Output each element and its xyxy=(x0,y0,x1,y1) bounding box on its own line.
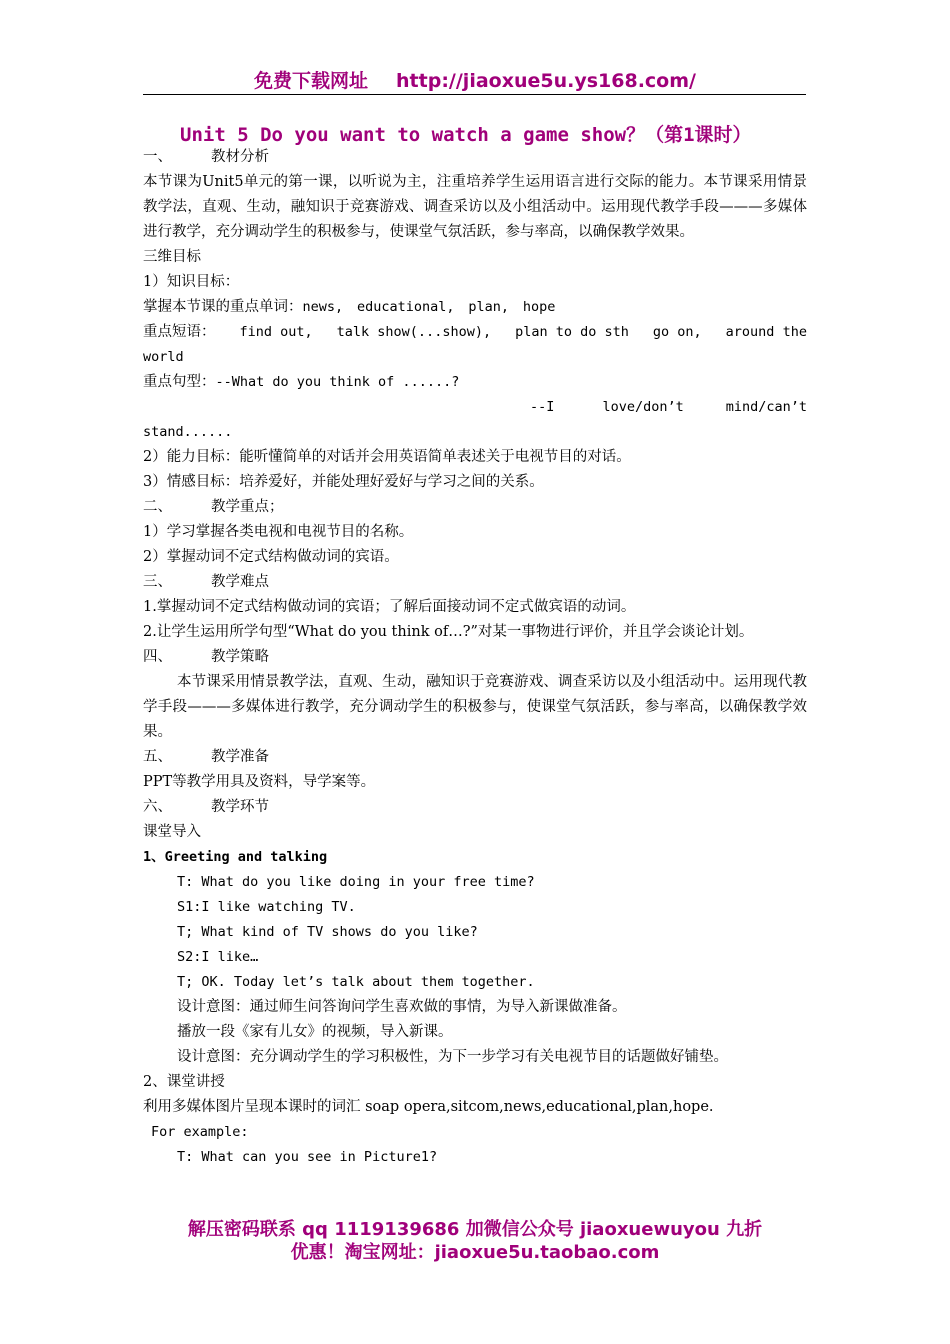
dialog-line: T; OK. Today let’s talk about them together. xyxy=(177,974,535,990)
footer-line: 解压密码联系 qq 1119139686 加微信公众号 jiaoxuewuyou 九折 xyxy=(187,1219,763,1240)
text-line: 2）能力目标：能听懂简单的对话并会用英语简单表述关于电视节目的对话。 xyxy=(143,449,631,465)
word-item: news, xyxy=(302,299,344,315)
section-heading xyxy=(143,570,807,595)
section-heading xyxy=(143,495,807,520)
header-label: 免费下载网址 xyxy=(254,70,369,92)
text-line: 1）知识目标： xyxy=(143,274,240,290)
section-number: 五、 xyxy=(143,749,172,765)
subheading: 三维目标 xyxy=(143,249,201,265)
text-line: PPT等教学用具及资料，导学案等。 xyxy=(143,774,376,790)
key-sentences-label: 重点句型： xyxy=(143,374,216,390)
text-line: For example: xyxy=(151,1124,249,1140)
section-label: 教学难点 xyxy=(211,574,269,590)
text-line: 3）情感目标：培养爱好，并能处理好爱好与学习之间的关系。 xyxy=(143,474,544,490)
text-line: 播放一段《家有儿女》的视频，导入新课。 xyxy=(177,1024,453,1040)
paragraph: 本节课为Unit5单元的第一课，以听说为主，注重培养学生运用语言进行交际的能力。本节课采用情景教学法，直观、生动，融知识于竞赛游戏、调查采访以及小组活动中。运用现代教学手段———多媒体进行教学，充分调动学生的积极参与，使课堂气氛活跃，参与率高，以确保教学效果。 xyxy=(143,174,807,240)
sentence-answer xyxy=(143,395,807,420)
design-note: 设计意图：充分调动学生的学习积极性，为下一步学习有关电视节目的话题做好铺垫。 xyxy=(177,1049,728,1065)
word-item: plan, xyxy=(468,299,509,315)
section-heading xyxy=(143,145,807,170)
key-phrases xyxy=(143,320,807,345)
section-number: 二、 xyxy=(143,499,172,515)
phrase-continuation: world xyxy=(143,349,184,365)
section-number: 三、 xyxy=(143,574,172,590)
phrase-item: find out, xyxy=(239,324,313,340)
header-rule xyxy=(143,94,806,95)
section-label: 教学策略 xyxy=(211,649,269,665)
subheading: 课堂导入 xyxy=(143,824,201,840)
page-footer xyxy=(0,1218,950,1264)
text-line: 1）学习掌握各类电视和电视节目的名称。 xyxy=(143,524,414,540)
document-body xyxy=(143,145,807,1170)
design-note: 设计意图：通过师生问答询问学生喜欢做的事情，为导入新课做准备。 xyxy=(177,999,627,1015)
phrase-item: go on, xyxy=(652,324,702,340)
dialog-line: T; What kind of TV shows do you like? xyxy=(177,924,478,940)
header-url[interactable]: http://jiaoxue5u.ys168.com/ xyxy=(396,70,696,92)
dialog-line: T: What do you like doing in your free time? xyxy=(177,874,535,890)
phrase-item: plan to do sth xyxy=(515,324,629,340)
step-heading: 2、课堂讲授 xyxy=(143,1074,225,1090)
answer-item: mind/can’t xyxy=(725,399,807,415)
paragraph: 本节课采用情景教学法，直观、生动，融知识于竞赛游戏、调查采访以及小组活动中。运用现代教学手段———多媒体进行教学，充分调动学生的积极参与，使课堂气氛活跃，参与率高，以确保教学效果。 xyxy=(143,674,807,740)
section-label: 教学重点； xyxy=(211,499,284,515)
answer-continuation: stand...... xyxy=(143,424,233,440)
section-heading xyxy=(143,745,807,770)
dialog-line: S1:I like watching TV. xyxy=(177,899,356,915)
dialog-line: S2:I like… xyxy=(177,949,259,965)
text-line: 1.掌握动词不定式结构做动词的宾语；了解后面接动词不定式做宾语的动词。 xyxy=(143,599,636,615)
phrase-item: around the xyxy=(725,324,807,340)
page-title: Unit 5 Do you want to watch a game show？（第1课时） xyxy=(180,124,752,146)
key-words-label: 掌握本节课的重点单词： xyxy=(143,299,303,315)
section-label: 教学环节 xyxy=(211,799,269,815)
word-item: hope xyxy=(522,299,556,315)
key-sentences xyxy=(143,370,807,395)
phrase-item: talk show(...show), xyxy=(336,324,492,340)
text-line: 2）掌握动词不定式结构做动词的宾语。 xyxy=(143,549,399,565)
step-heading: 1、Greeting and talking xyxy=(143,849,328,865)
footer-line: 优惠！淘宝网址：jiaoxue5u.taobao.com xyxy=(290,1242,660,1263)
word-item: educational, xyxy=(356,299,455,315)
section-label: 教材分析 xyxy=(211,149,269,165)
text-line: 利用多媒体图片呈现本课时的词汇 soap opera,sitcom,news,educational,plan,hope. xyxy=(143,1099,714,1115)
answer-item: --I xyxy=(530,399,555,415)
answer-item: love/don’t xyxy=(602,399,684,415)
section-number: 六、 xyxy=(143,799,172,815)
key-words xyxy=(143,295,807,320)
paragraph: 2.让学生运用所学句型“What do you think of…?”对某一事物进行评价，并且学会谈论计划。 xyxy=(143,624,754,640)
section-number: 一、 xyxy=(143,149,172,165)
key-phrases-label: 重点短语： xyxy=(143,324,216,340)
page-header xyxy=(0,66,950,93)
section-label: 教学准备 xyxy=(211,749,269,765)
dialog-line: T: What can you see in Picture1? xyxy=(177,1149,438,1165)
section-number: 四、 xyxy=(143,649,172,665)
section-heading xyxy=(143,645,807,670)
section-heading xyxy=(143,795,807,820)
sentence-question: --What do you think of ......? xyxy=(215,374,460,390)
